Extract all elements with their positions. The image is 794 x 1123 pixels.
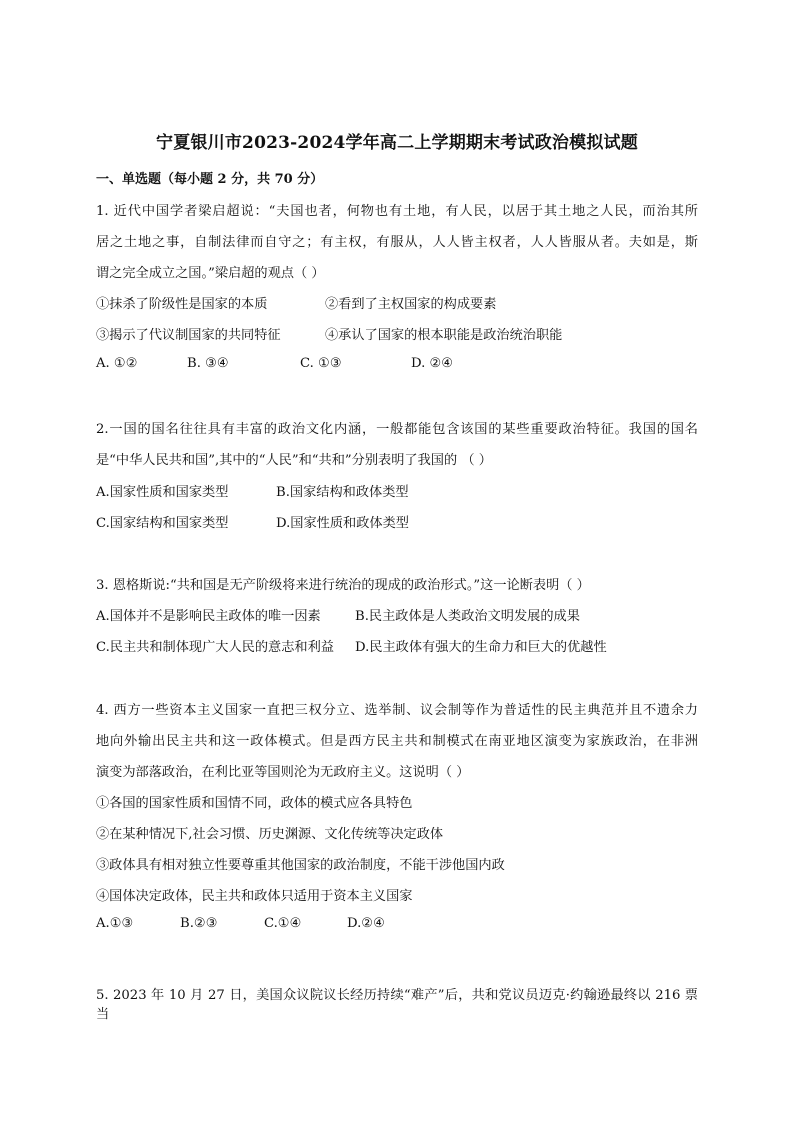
question-4-statement-2: ②在某种情况下,社会习惯、历史渊源、文化传统等决定政体 [96, 827, 444, 842]
question-4-option-a: A.①③ [96, 916, 134, 931]
question-2-option-b: B.国家结构和政体类型 [276, 485, 409, 500]
question-5-text-line-1: 5. 2023 年 10 月 27 日，美国众议院议长经历持续“难产”后，共和党议员迈克·约翰逊最终以 216 票当 [96, 988, 698, 1022]
section-heading: 一、单选题（每小题 2 分，共 70 分） [96, 172, 324, 187]
question-1-text-line-2: 居之土地之事，自制法律而自守之；有主权，有服从，人人皆主权者，人人皆服从者。夫如是，斯 [96, 235, 698, 250]
question-1-option-b: B. ③④ [187, 356, 229, 371]
question-2-text-line-1: 2.一国的国名往往具有丰富的政治文化内涵，一般都能包含该国的某些重要政治特征。我国的国名 [96, 422, 698, 437]
question-1-option-c: C. ①③ [300, 356, 342, 371]
question-4-statement-4: ④国体决定政体，民主共和政体只适用于资本主义国家 [96, 889, 413, 904]
question-4-text-line-2: 地向外输出民主共和这一政体模式。但是西方民主共和制模式在南亚地区演变为家族政治，在非洲 [96, 734, 698, 749]
question-4-statement-1: ①各国的国家性质和国情不同，政体的模式应各具特色 [96, 796, 413, 811]
question-3-option-a: A.国体并不是影响民主政体的唯一因素 [96, 609, 321, 624]
question-1-text-line-1: 1. 近代中国学者梁启超说：“夫国也者，何物也有土地，有人民，以居于其土地之人民，而治其所 [96, 204, 698, 219]
question-4-option-b: B.②③ [180, 916, 218, 931]
question-2-option-d: D.国家性质和政体类型 [276, 516, 409, 531]
question-4-option-c: C.①④ [264, 916, 302, 931]
question-1-statement-1: ①抹杀了阶级性是国家的本质 [96, 297, 268, 312]
question-2-option-a: A.国家性质和国家类型 [96, 485, 229, 500]
page-title: 宁夏银川市2023-2024学年高二上学期期末考试政治模拟试题 [156, 133, 638, 153]
question-1-option-a: A. ①② [96, 356, 138, 371]
question-3-option-c: C.民主共和制体现广大人民的意志和利益 [96, 640, 334, 655]
question-1-option-d: D. ②④ [411, 356, 454, 371]
question-1-statement-3: ③揭示了代议制国家的共同特征 [96, 328, 281, 343]
question-4-statement-3: ③政体具有相对独立性要尊重其他国家的政治制度，不能干涉他国内政 [96, 858, 505, 873]
question-3-option-b: B.民主政体是人类政治文明发展的成果 [355, 609, 580, 624]
question-4-text-line-1: 4. 西方一些资本主义国家一直把三权分立、选举制、议会制等作为普适性的民主典范并且不遗余力 [96, 703, 698, 718]
question-4-option-d: D.②④ [347, 916, 385, 931]
question-3-option-d: D.民主政体有强大的生命力和巨大的优越性 [355, 640, 607, 655]
question-4-text-line-3: 演变为部落政治，在利比亚等国则沦为无政府主义。这说明（ ） [96, 765, 470, 780]
question-3-text-line-1: 3. 恩格斯说:“共和国是无产阶级将来进行统治的现成的政治形式。”这一论断表明（ ） [96, 578, 590, 593]
question-1-statement-2: ②看到了主权国家的构成要素 [325, 297, 497, 312]
question-2-option-c: C.国家结构和国家类型 [96, 516, 229, 531]
question-2-text-line-2: 是“中华人民共和国”,其中的“人民”和“共和”分别表明了我国的 （ ） [96, 453, 492, 468]
question-1-text-line-3: 谓之完全成立之国。”梁启超的观点（ ） [96, 266, 325, 281]
question-1-statement-4: ④承认了国家的根本职能是政治统治职能 [325, 328, 563, 343]
